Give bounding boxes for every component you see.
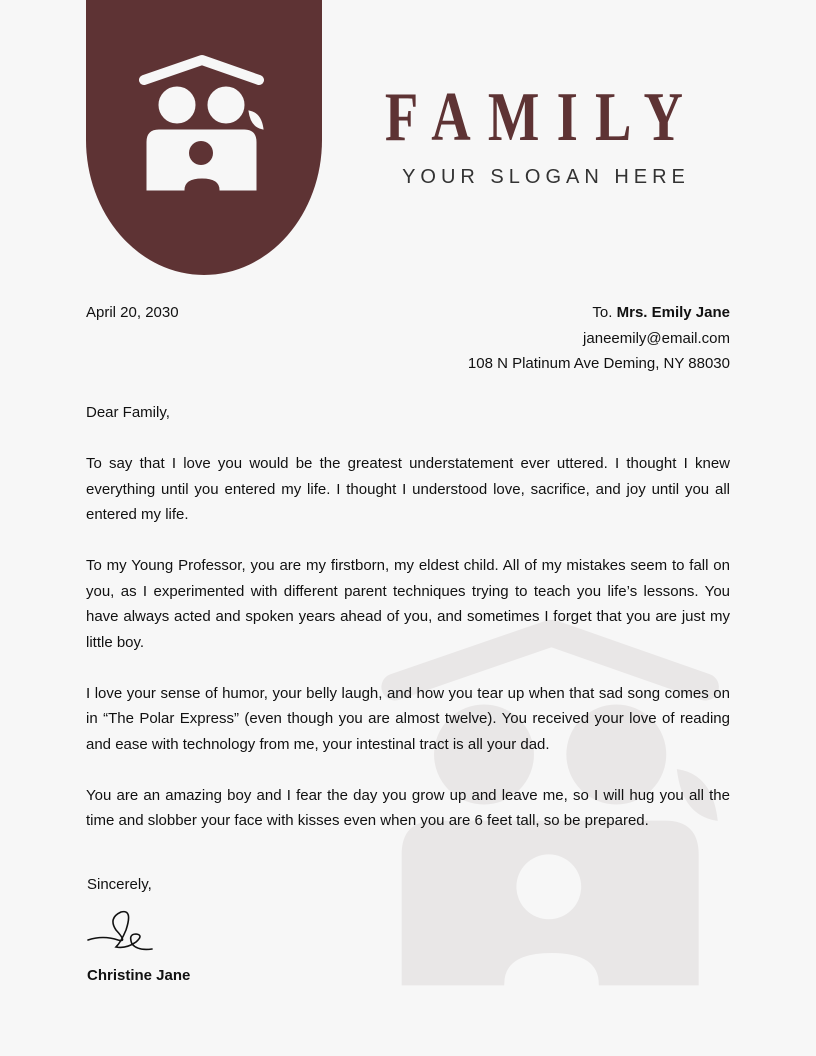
closing: Sincerely, bbox=[87, 876, 152, 893]
paragraph: To say that I love you would be the greatest understatement ever uttered. I thought I knew everything until you entered my life. I thought I understood love, sacrifice, and joy until you all entered my life. bbox=[86, 455, 730, 523]
recipient-address: 108 N Platinum Ave Deming, NY 88030 bbox=[467, 355, 730, 372]
salutation: Dear Family, bbox=[86, 404, 170, 421]
brand-slogan: YOUR SLOGAN HERE bbox=[402, 166, 690, 188]
letter-date: April 20, 2030 bbox=[86, 304, 179, 321]
recipient-email: janeemily@email.com bbox=[583, 329, 730, 347]
recipient-name: Mrs. Emily Jane bbox=[616, 304, 730, 321]
paragraph: You are an amazing boy and I fear the day you grow up and leave me, so I will hug you all the time and slobber your face with kisses even when you are 6 feet tall, so be prepared. bbox=[86, 786, 730, 829]
paragraph: I love your sense of humor, your belly laugh, and how you tear up when that sad song comes on in “The Polar Express” (even though you are almost twelve). You received your love of reading and ease with technology from me, your intestinal tract is all your dad. bbox=[86, 684, 730, 753]
signer-name: Christine Jane bbox=[87, 967, 191, 984]
brand-title: FAMILY bbox=[384, 79, 701, 156]
recipient-prefix: To. bbox=[592, 304, 613, 321]
paragraph: To my Young Professor, you are my firstborn, my eldest child. All of my mistakes seem to fall on you, as I experimented with different parent techniques trying to teach you life’s lessons. You have always acted and spoken years ahead of you, and sometimes I forget that you are just my little boy. bbox=[86, 557, 730, 651]
